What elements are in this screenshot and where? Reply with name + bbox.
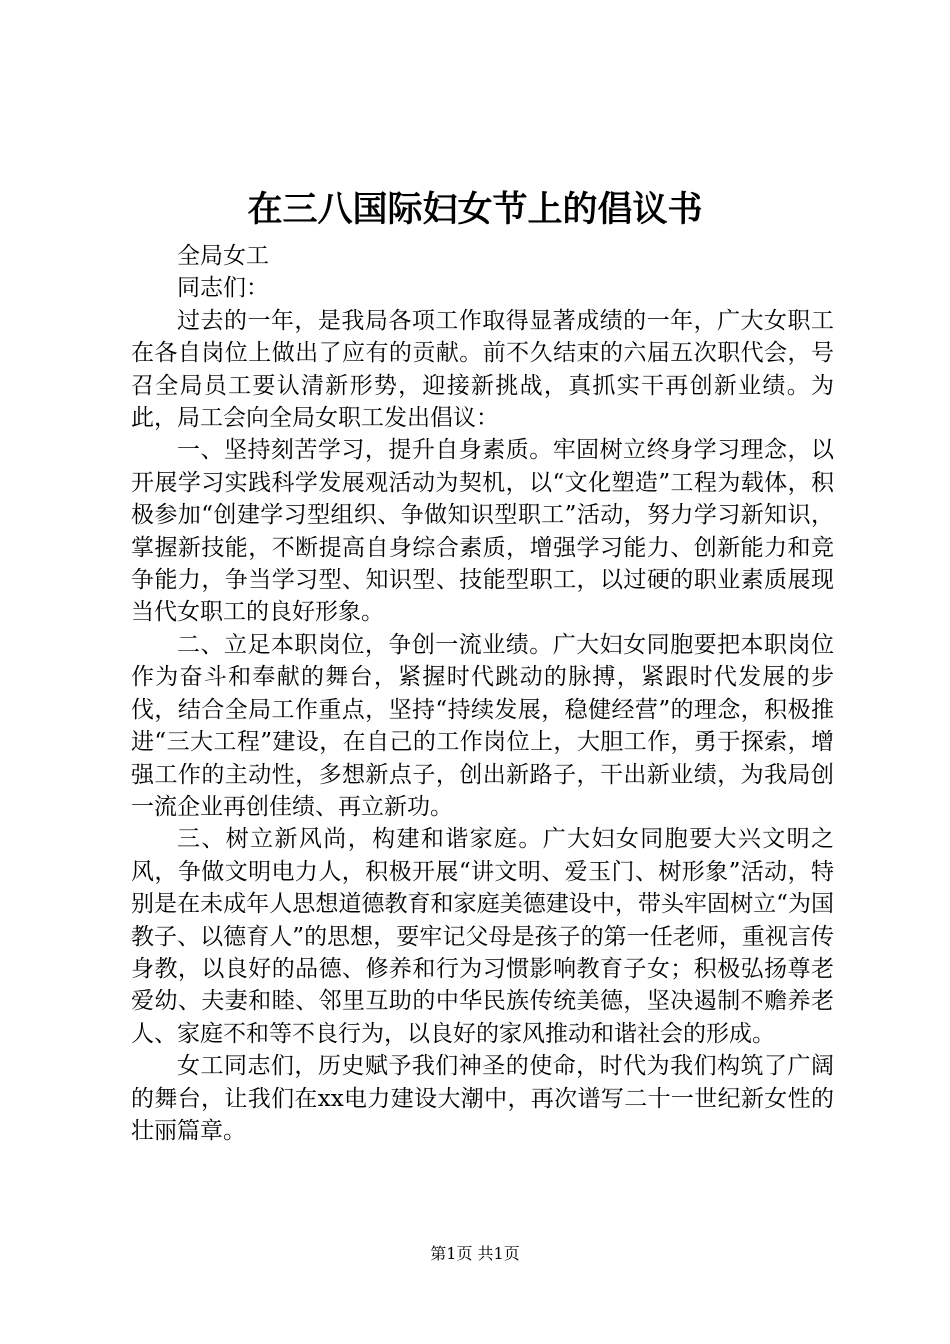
paragraph-point-1: 一、坚持刻苦学习，提升自身素质。牢固树立终身学习理念，以开展学习实践科学发展观活动为契机，以“文化塑造”工程为载体，积极参加“创建学习型组织、争做知识型职工”活动，努力学习新知识，掌握新技能，不断提高自身综合素质，增强学习能力、创新能力和竞争能力，争当学习型、知识型、技能型职工，以过硬的职业素质展现当代女职工的良好形象。 (131, 437, 834, 626)
paragraph-intro: 过去的一年，是我局各项工作取得显著成绩的一年，广大女职工在各自岗位上做出了应有的贡献。前不久结束的六届五次职代会，号召全局员工要认清新形势，迎接新挑战，真抓实干再创新业绩。为此，局工会向全局女职工发出倡议： (131, 307, 834, 432)
document-title: 在三八国际妇女节上的倡议书 (247, 189, 703, 230)
salutation-line-1: 全局女工 (177, 243, 269, 269)
paragraph-closing: 女工同志们，历史赋予我们神圣的使命，时代为我们构筑了广阔的舞台，让我们在xx电力建设大潮中，再次谱写二十一世纪新女性的壮丽篇章。 (131, 1053, 834, 1144)
salutation-line-2: 同志们： (177, 275, 269, 302)
paragraph-point-2: 二、立足本职岗位，争创一流业绩。广大妇女同胞要把本职岗位作为奋斗和奉献的舞台，紧握时代跳动的脉搏，紧跟时代发展的步伐，结合全局工作重点，坚持“持续发展，稳健经营”的理念，积极推进“三大工程”建设，在自己的工作岗位上，大胆工作，勇于探索，增强工作的主动性，多想新点子，创出新路子，干出新业绩，为我局创一流企业再创佳绩、再立新功。 (131, 631, 834, 820)
document-body (131, 240, 834, 1147)
page-footer: 第1页 共1页 (430, 1244, 520, 1263)
paragraph-point-3: 三、树立新风尚，构建和谐家庭。广大妇女同胞要大兴文明之风，争做文明电力人，积极开展“讲文明、爱玉门、树形象”活动，特别是在未成年人思想道德教育和家庭美德建设中，带头牢固树立“为国教子、以德育人”的思想，要牢记父母是孩子的第一任老师，重视言传身教，以良好的品德、修养和行为习惯影响教育子女；积极弘扬尊老爱幼、夫妻和睦、邻里互助的中华民族传统美德，坚决遏制不赡养老人、家庭不和等不良行为，以良好的家风推动和谐社会的形成。 (131, 826, 834, 1047)
